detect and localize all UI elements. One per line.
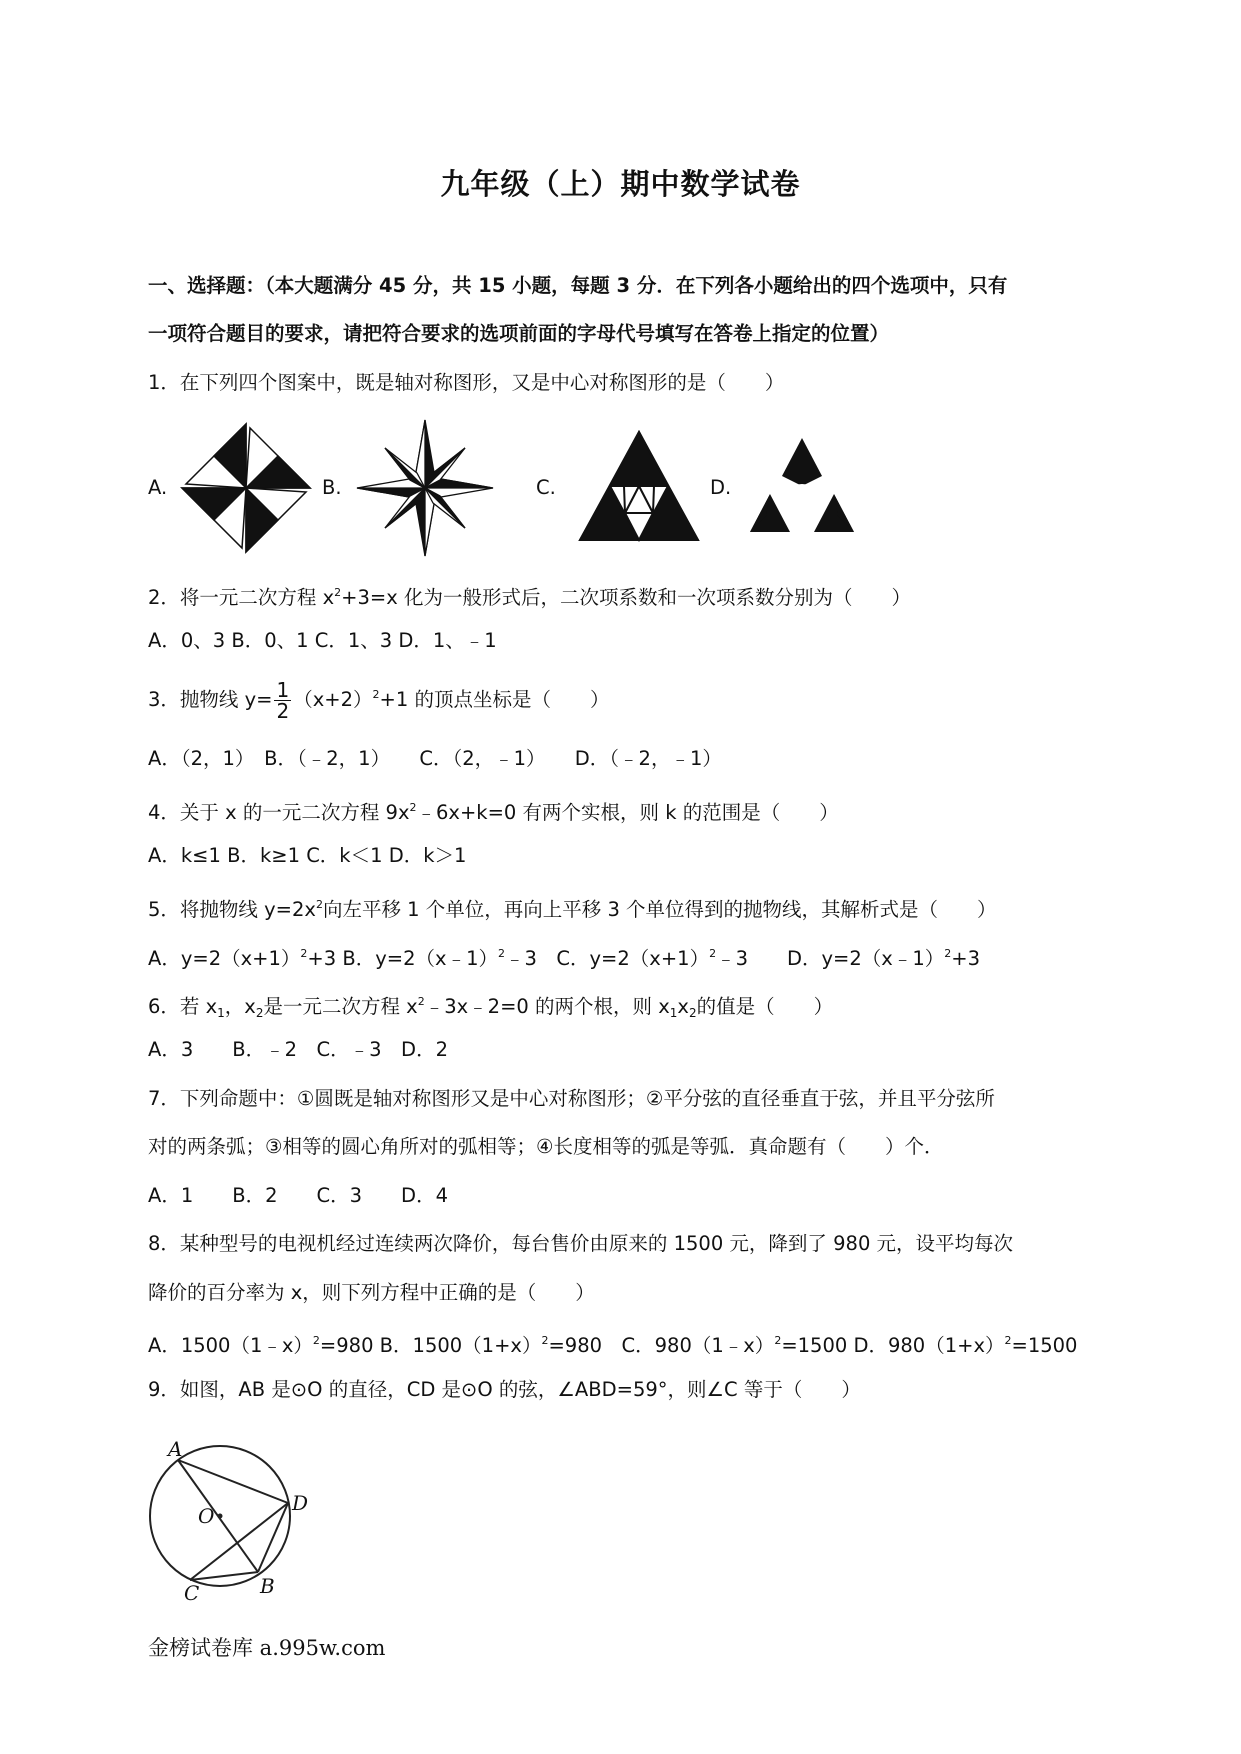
q6-subscript: 2 [255, 1006, 264, 1020]
q5-exponent: 2 [300, 947, 308, 960]
q5-options [148, 941, 980, 972]
q6-stem-part: 6．若 x [148, 995, 218, 1018]
q5-exponent: 2 [497, 947, 505, 960]
q6-options: A．3 B．﹣2 C．﹣3 D．2 [148, 1038, 448, 1061]
q8-option-part: =1500 D．980（1+x） [781, 1334, 1005, 1357]
q1-label-d: D. [710, 476, 732, 499]
q9-stem: 9．如图，AB 是⊙O 的直径，CD 是⊙O 的弦，∠ABD=59°，则∠C 等于（ ） [148, 1378, 861, 1401]
q6-exponent: 2 [417, 995, 425, 1008]
q4-stem-part: 4．关于 x 的一元二次方程 9x [148, 801, 410, 824]
q4-stem [148, 795, 839, 826]
q1-stem: 1．在下列四个图案中，既是轴对称图形，又是中心对称图形的是（ ） [148, 371, 785, 394]
q6-stem [148, 989, 833, 1026]
q1-figure-a-pinwheel [178, 420, 314, 556]
q3-stem [148, 680, 609, 721]
footer-watermark: 金榜试卷库 a.995w.com [148, 1636, 386, 1660]
q6-stem-part: ﹣3x﹣2=0 的两个根，则 x [424, 995, 670, 1018]
q5-option-part: ﹣3 C．y=2（x+1） [504, 947, 710, 970]
q8-exponent: 2 [541, 1334, 549, 1347]
q8-exponent: 2 [774, 1334, 782, 1347]
q8-option-part: A．1500（1﹣x） [148, 1334, 313, 1357]
section-heading-line-2: 一项符合题目的要求，请把符合要求的选项前面的字母代号填写在答卷上指定的位置） [148, 322, 890, 345]
q8-options [148, 1328, 1077, 1359]
page-title: 九年级（上）期中数学试卷 [440, 167, 801, 201]
q5-option-part: A．y=2（x+1） [148, 947, 301, 970]
q4-exponent: 2 [409, 801, 417, 814]
q9-circle-diagram [140, 1420, 320, 1605]
q8-option-part: =1500 [1011, 1334, 1078, 1357]
q7-options: A．1 B．2 C．3 D．4 [148, 1184, 448, 1207]
q2-options: A．0、3 B．0、1 C．1、3 D．1、﹣1 [148, 629, 497, 652]
q3-stem-part: +1 的顶点坐标是（ ） [379, 688, 610, 711]
q3-stem-part: 3．抛物线 y= [148, 688, 273, 711]
q6-subscript: 1 [217, 1006, 225, 1020]
q1-label-a: A. [148, 476, 168, 499]
q3-frac-numerator: 1 [276, 678, 290, 702]
label-a: A [168, 1437, 183, 1461]
q2-stem [148, 580, 911, 611]
q5-option-part: +3 [951, 947, 980, 970]
q5-stem [148, 892, 997, 923]
q1-figure-c-triangle [576, 428, 702, 544]
q7-stem-line-1: 7．下列命题中：①圆既是轴对称图形又是中心对称图形；②平分弦的直径垂直于弦，并且平分弦所 [148, 1087, 995, 1110]
q6-stem-part: ，x [224, 995, 256, 1018]
q3-frac-denominator: 2 [276, 699, 290, 723]
q3-stem-part: （x+2） [293, 688, 373, 711]
q5-option-part: +3 B．y=2（x﹣1） [307, 947, 498, 970]
q6-subscript: 2 [688, 1006, 697, 1020]
q1-label-c: C. [536, 476, 556, 499]
q4-stem-part: ﹣6x+k=0 有两个实根，则 k 的范围是（ ） [416, 801, 839, 824]
q5-exponent: 2 [709, 947, 717, 960]
q3-options: A．（2，1） B．（﹣2，1） C．（2，﹣1） D．（﹣2，﹣1） [148, 747, 722, 770]
q2-exponent: 2 [334, 586, 342, 599]
q8-option-part: =980 C．980（1﹣x） [548, 1334, 775, 1357]
q1-figure-d-triforce [742, 436, 862, 544]
q8-exponent: 2 [312, 1334, 320, 1347]
center-point [218, 1514, 223, 1519]
q6-stem-part: 是一元二次方程 x [263, 995, 418, 1018]
q5-exponent: 2 [315, 898, 323, 911]
label-b: B [260, 1574, 275, 1598]
q5-exponent: 2 [944, 947, 952, 960]
q7-stem-line-2: 对的两条弧；③相等的圆心角所对的弧相等；④长度相等的弧是等弧．真命题有（ ）个． [148, 1135, 944, 1158]
q5-option-part: ﹣3 D．y=2（x﹣1） [716, 947, 945, 970]
q2-stem-part: 2．将一元二次方程 x [148, 586, 335, 609]
q8-stem-line-1: 8．某种型号的电视机经过连续两次降价，每台售价由原来的 1500 元，降到了 980 元，设平均每次 [148, 1232, 1014, 1255]
q5-stem-part: 5．将抛物线 y=2x [148, 898, 316, 921]
q6-stem-part: 的值是（ ） [696, 995, 834, 1018]
q1-figure-b-star [355, 418, 495, 558]
q8-exponent: 2 [1004, 1334, 1012, 1347]
q5-stem-part: 向左平移 1 个单位，再向上平移 3 个单位得到的抛物线，其解析式是（ ） [322, 898, 997, 921]
q8-option-part: =980 B．1500（1+x） [319, 1334, 542, 1357]
label-o: O [198, 1504, 215, 1528]
section-heading-line-1: 一、选择题：（本大题满分 45 分，共 15 小题，每题 3 分．在下列各小题给出的四个选项中，只有 [148, 274, 1008, 297]
q8-stem-line-2: 降价的百分率为 x，则下列方程中正确的是（ ） [148, 1281, 595, 1304]
q6-stem-part: x [677, 995, 689, 1018]
q1-label-b: B. [322, 476, 342, 499]
q2-stem-part: +3=x 化为一般形式后，二次项系数和一次项系数分别为（ ） [341, 586, 911, 609]
label-d: D [292, 1491, 309, 1515]
q3-fraction [274, 680, 291, 721]
q4-options: A．k≤1 B．k≥1 C．k＜1 D．k＞1 [148, 844, 467, 867]
q6-subscript: 1 [669, 1006, 678, 1020]
label-c: C [184, 1581, 200, 1605]
q3-exponent: 2 [372, 688, 380, 701]
